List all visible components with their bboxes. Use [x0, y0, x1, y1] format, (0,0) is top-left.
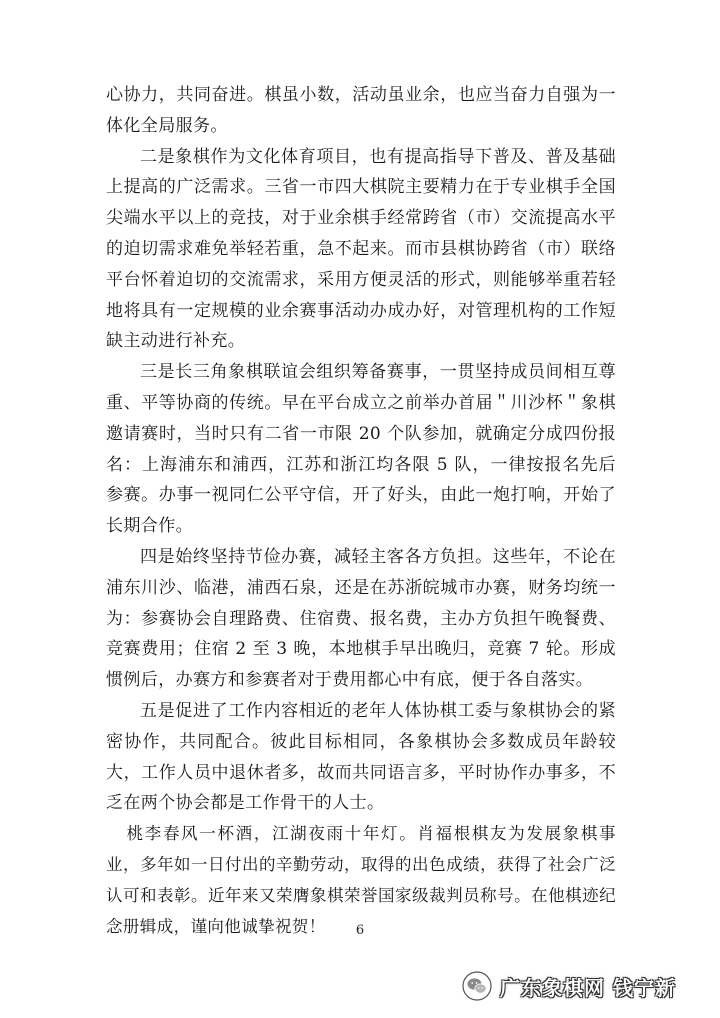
page-number: 6 — [355, 923, 365, 938]
paragraph-point-four: 四是始终坚持节俭办赛，减轻主客各方负担。这些年，不论在浦东川沙、临港，浦西石泉，还是在苏浙皖城市办赛，财务均统一为：参赛协会自理路费、住宿费、报名费，主办方负担午晚餐费、竞赛费用；住宿 2 至 3 晚，本地棋手早出晚归，竞赛 7 轮。形成惯例后，办赛方和参赛者对于费用都心中有底，便于各自落实。 — [106, 546, 616, 691]
wechat-icon — [462, 971, 492, 1001]
paragraph-point-five: 五是促进了工作内容相近的老年人体协棋工委与象棋协会的紧密协作，共同配合。彼此目标相同，各象棋协会多数成员年龄较大，工作人员中退休者多，故而共同语言多，平时协作办事多，不乏在两个协会都是工作骨干的人士。 — [106, 700, 616, 814]
document-body — [106, 80, 616, 942]
watermark-text: 广东象棋网 钱宁新 — [500, 975, 676, 1000]
paragraph-point-three: 三是长三角象棋联谊会组织筹备赛事，一贯坚持成员间相互尊重、平等协商的传统。早在平台成立之前举办首届＂川沙杯＂象棋邀请赛时，当时只有二省一市限 20 个队参加，就确定分成四份报名：上海浦东和浦西，江苏和浙江均各限 5 队，一律按报名先后参赛。办事一视同仁公平守信，开了好头，由此一炮打响，开始了长期合作。 — [106, 362, 616, 537]
paragraph-point-two: 二是象棋作为文化体育项目，也有提高指导下普及、普及基础上提高的广泛需求。三省一市四大棋院主要精力在于专业棋手全国尖端水平以上的竞技，对于业余棋手经常跨省（市）交流提高水平的迫切需求难免举轻若重，急不起来。而市县棋协跨省（市）联络平台怀着迫切的交流需求，采用方便灵活的形式，则能够举重若轻地将具有一定规模的业余赛事活动办成办好，对管理机构的工作短缺主动进行补充。 — [106, 146, 616, 352]
paragraph-continuation: 心协力，共同奋进。棋虽小数，活动虽业余，也应当奋力自强为一体化全局服务。 — [106, 85, 616, 136]
watermark — [462, 971, 676, 1001]
paragraph-closing: 桃李春风一杯酒，江湖夜雨十年灯。肖福根棋友为发展象棋事业，多年如一日付出的辛勤劳动，取得的出色成绩，获得了社会广泛认可和表彰。近年来又荣膺象棋荣誉国家级裁判员称号。在他棋迹纪念册辑成，谨向他诚挚祝贺！ — [106, 824, 616, 936]
